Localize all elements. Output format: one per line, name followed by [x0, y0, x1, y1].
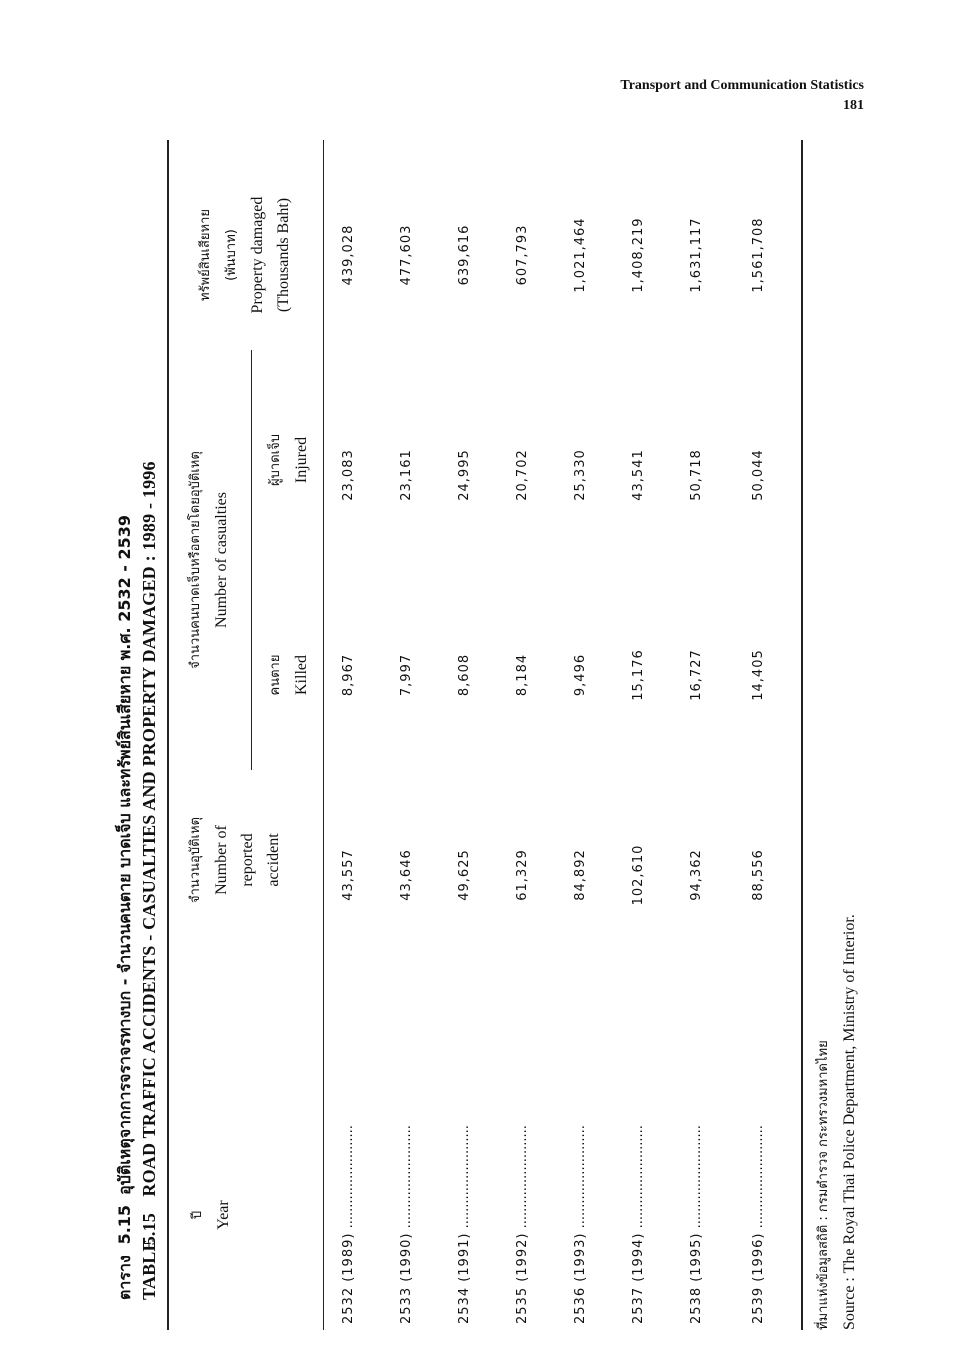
cell-injured: 23,161	[399, 449, 414, 501]
cell-property: 639,616	[457, 224, 472, 286]
cell-year: 2538 (1995) .....	[689, 1124, 704, 1324]
column-header-accidents	[183, 760, 287, 960]
table-top-rule	[167, 140, 169, 1330]
cell-injured: 50,718	[689, 449, 704, 501]
page-header	[620, 76, 864, 116]
table-bottom-rule	[801, 140, 803, 1330]
cell-killed: 16,727	[689, 649, 704, 701]
year-header-english: Year	[215, 1200, 232, 1230]
cell-injured: 24,995	[457, 449, 472, 501]
cell-injured: 43,541	[631, 449, 646, 501]
column-header-casualties	[183, 350, 235, 770]
column-header-year	[185, 1100, 237, 1330]
property-header-thai-2: (พันบาท)	[224, 229, 239, 281]
cell-killed: 8,184	[515, 653, 530, 697]
table-row	[397, 140, 421, 1330]
cell-accidents: 84,892	[573, 849, 588, 901]
cell-injured: 20,702	[515, 449, 530, 501]
cell-year: 2532 (1989) .....	[341, 1124, 356, 1324]
table-row	[455, 140, 479, 1330]
column-header-killed	[263, 580, 315, 770]
page-number: 181	[843, 98, 864, 113]
cell-year: 2533 (1990) .....	[399, 1124, 414, 1324]
table-titles	[113, 150, 165, 1300]
cell-property: 607,793	[515, 224, 530, 286]
casualties-header-thai: จำนวนคนบาดเจ็บหรือตายโดยอุบัติเหตุ	[188, 451, 203, 669]
source-english: Source : The Royal Thai Police Department, Ministry of Interior.	[841, 914, 858, 1330]
accidents-header-line-3: accident	[265, 833, 282, 887]
cell-accidents: 49,625	[457, 849, 472, 901]
title-english-text: ROAD TRAFFIC ACCIDENTS - CASUALTIES AND PROPERTY DAMAGED : 1989 - 1996	[139, 461, 159, 1197]
header-bottom-rule	[323, 140, 324, 1330]
cell-injured: 50,044	[751, 449, 766, 501]
accidents-header-line-1: Number of	[213, 825, 230, 895]
casualties-subheader-rule	[251, 350, 252, 770]
year-header-thai: ปี	[190, 1210, 205, 1220]
cell-year: 2539 (1996) .....	[751, 1124, 766, 1324]
cell-accidents: 43,557	[341, 849, 356, 901]
cell-accidents: 61,329	[515, 849, 530, 901]
cell-year: 2535 (1992) .....	[515, 1124, 530, 1324]
cell-accidents: 88,556	[751, 849, 766, 901]
cell-property: 1,631,117	[689, 217, 704, 293]
title-thai-text: อุบัติเหตุจากการจราจรทางบก - จำนวนคนตาย บาดเจ็บ และทรัพย์สินเสียหาย พ.ศ. 2532 - 2539	[115, 514, 134, 1195]
property-header-english-2: (Thousands Baht)	[275, 197, 292, 313]
property-header-thai-1: ทรัพย์สินเสียหาย	[198, 208, 213, 302]
table-row	[687, 140, 711, 1330]
cell-killed: 7,997	[399, 653, 414, 697]
cell-killed: 14,405	[751, 649, 766, 701]
series-title: Transport and Communication Statistics	[620, 78, 864, 93]
cell-year: 2537 (1994) .....	[631, 1124, 646, 1324]
table-row	[339, 140, 363, 1330]
cell-accidents: 43,646	[399, 849, 414, 901]
cell-killed: 8,608	[457, 653, 472, 697]
source-thai: ที่มาแห่งข้อมูลสถิติ : กรมตำรวจ กระทรวงมหาดไทย	[816, 1040, 831, 1330]
rotated-table-block	[95, 140, 865, 1330]
injured-header-english: Injured	[293, 436, 310, 484]
cell-accidents: 102,610	[631, 844, 646, 906]
table-row	[571, 140, 595, 1330]
cell-property: 1,408,219	[631, 217, 646, 293]
cell-accidents: 94,362	[689, 849, 704, 901]
cell-killed: 8,967	[341, 653, 356, 697]
cell-year: 2534 (1991) .....	[457, 1124, 472, 1324]
title-english-number: 5.15	[139, 1212, 159, 1246]
cell-property: 439,028	[341, 224, 356, 286]
accidents-header-line-2: reported	[239, 833, 256, 887]
casualties-header-english: Number of casualties	[213, 492, 230, 628]
cell-injured: 23,083	[341, 449, 356, 501]
accidents-header-thai: จำนวนอุบัติเหตุ	[188, 817, 203, 903]
killed-header-thai: คนตาย	[268, 654, 283, 696]
cell-property: 1,021,464	[573, 217, 588, 293]
title-english	[139, 150, 165, 1300]
table-row	[629, 140, 653, 1330]
table-row	[749, 140, 773, 1330]
table-row	[513, 140, 537, 1330]
property-header-english-1: Property damaged	[249, 196, 266, 314]
cell-year: 2536 (1993) .....	[573, 1124, 588, 1324]
column-header-injured	[263, 350, 315, 570]
column-header-property	[193, 140, 297, 370]
cell-property: 1,561,708	[751, 217, 766, 293]
injured-header-thai: ผู้บาดเจ็บ	[268, 434, 283, 486]
title-english-prefix: TABLE	[139, 1239, 159, 1300]
title-thai	[113, 150, 139, 1300]
cell-property: 477,603	[399, 224, 414, 286]
source-note	[811, 914, 863, 1330]
killed-header-english: Killed	[293, 655, 310, 695]
cell-killed: 9,496	[573, 653, 588, 697]
title-thai-number: 5.15	[115, 1204, 134, 1245]
title-thai-prefix: ตาราง	[115, 1255, 134, 1300]
cell-killed: 15,176	[631, 649, 646, 701]
cell-injured: 25,330	[573, 449, 588, 501]
